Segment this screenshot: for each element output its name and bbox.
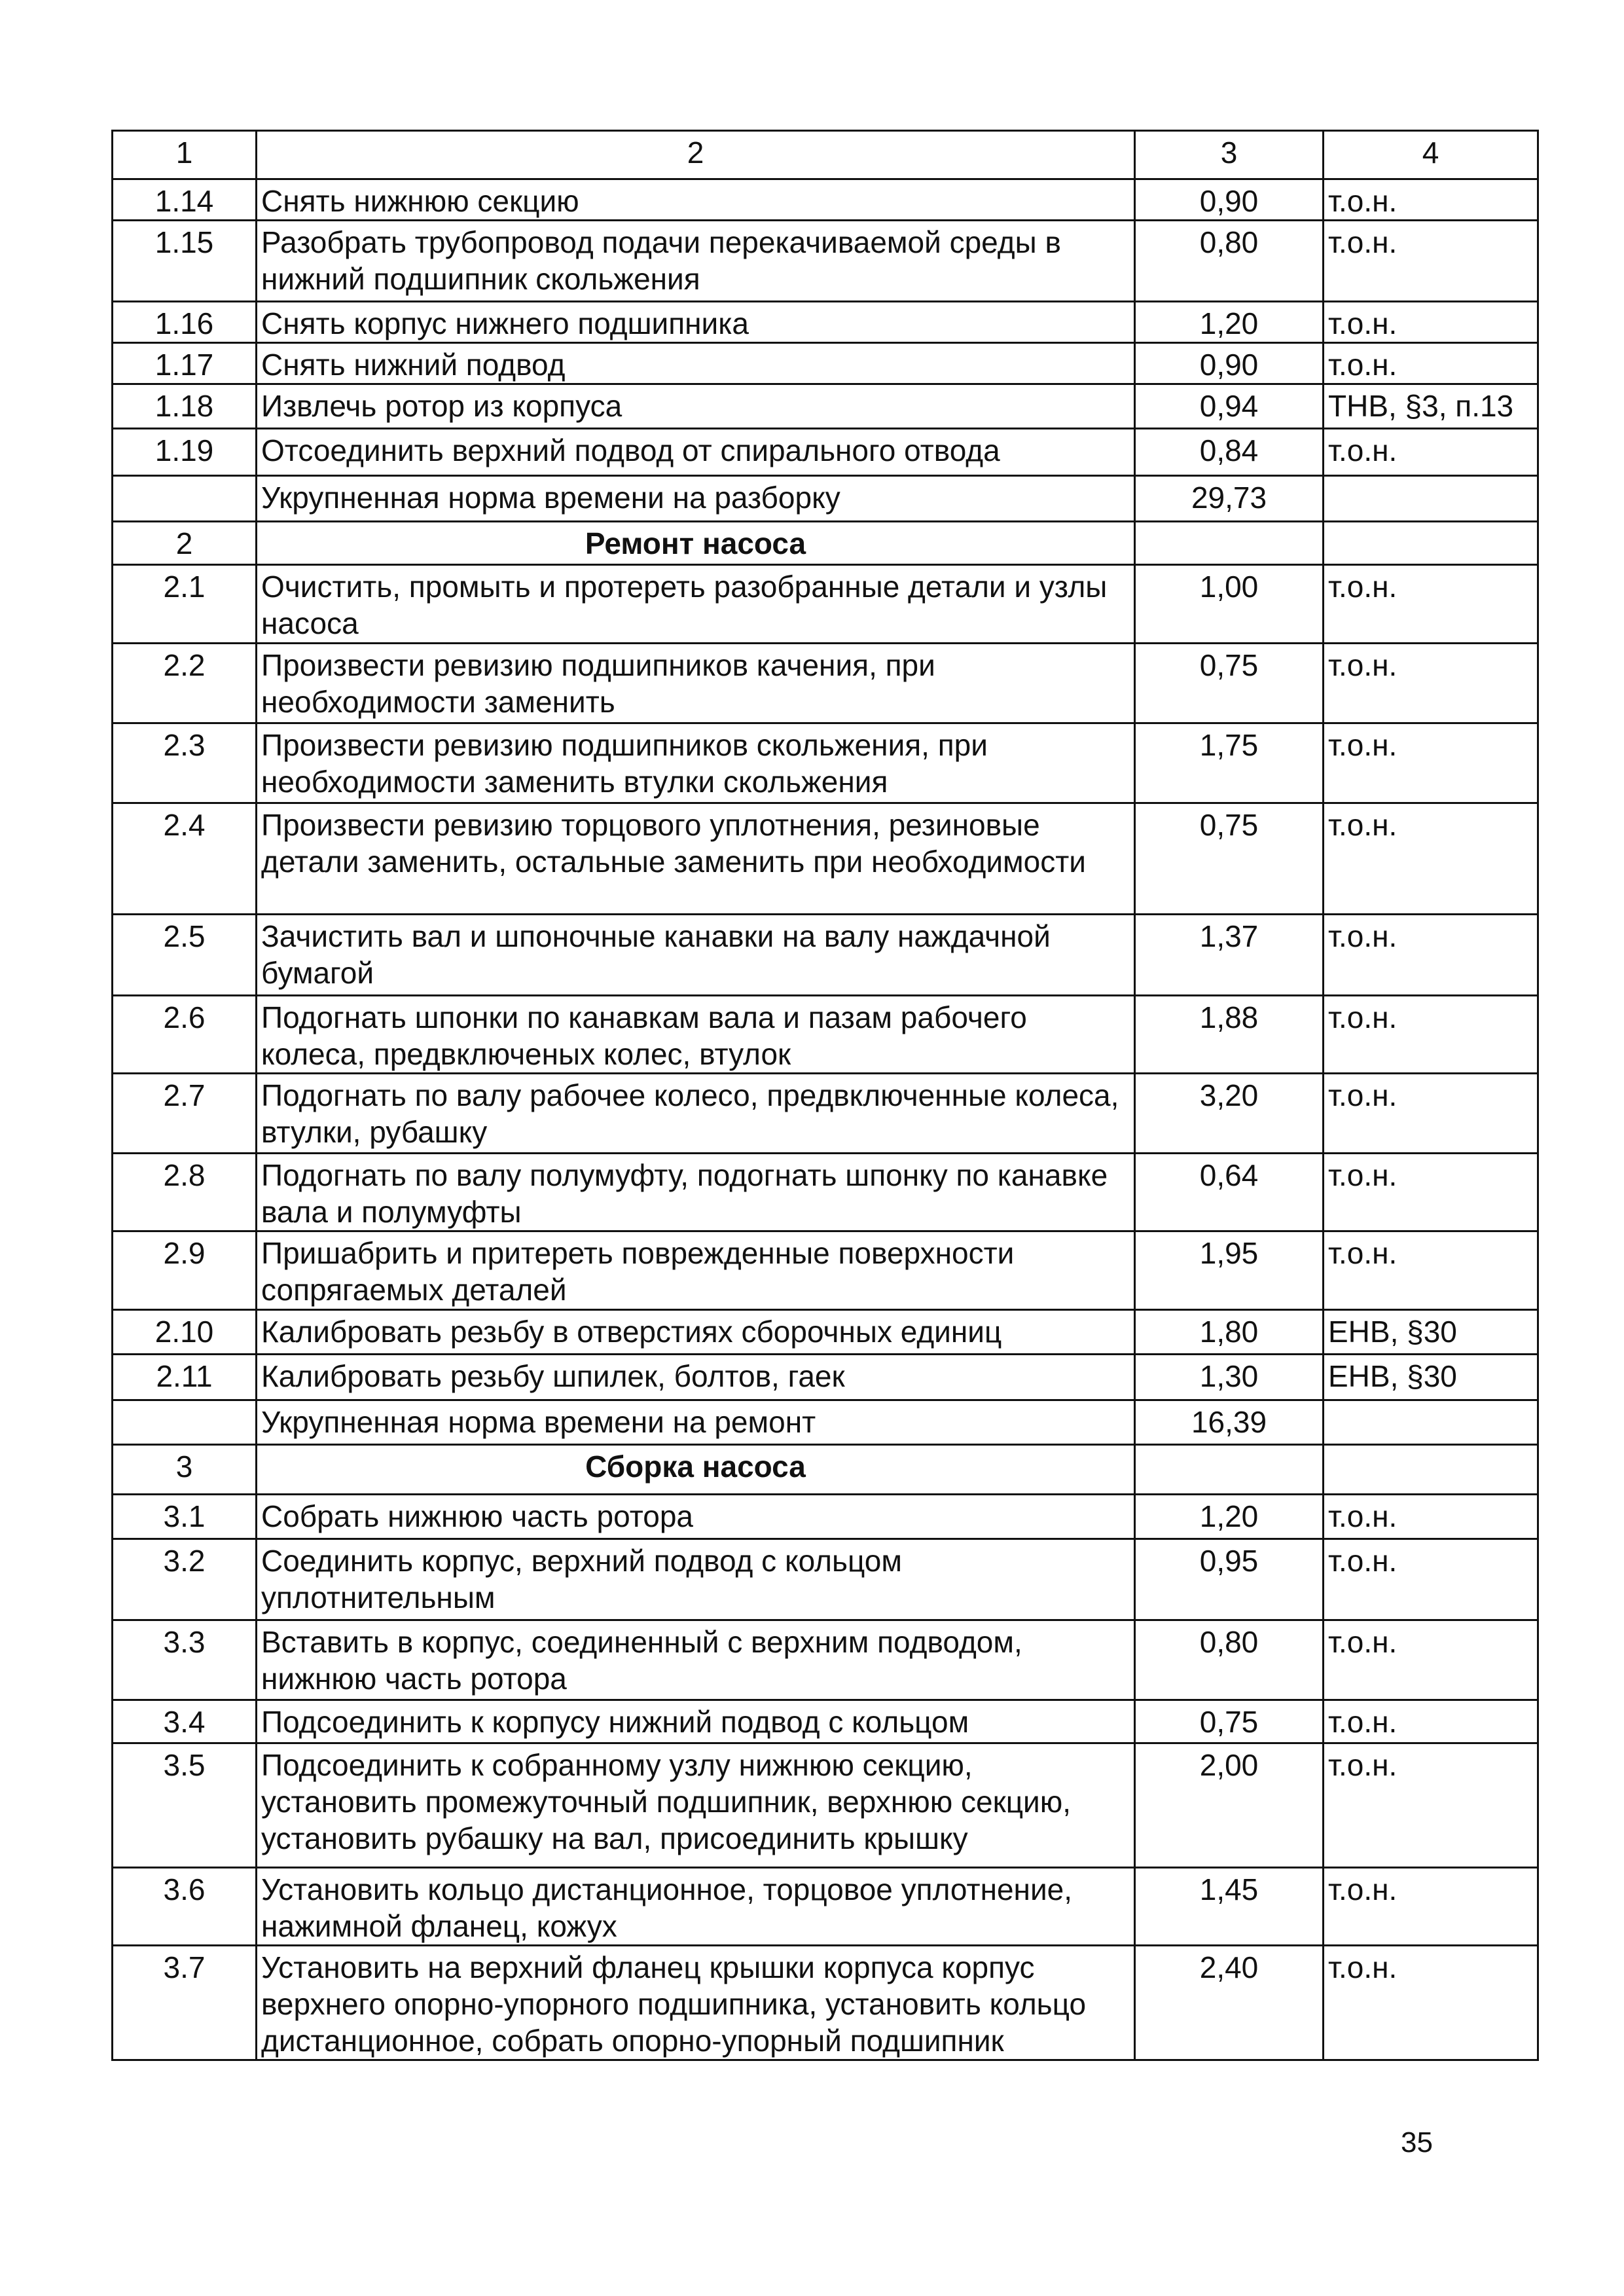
row-time-norm: 1,20 (1135, 1495, 1324, 1539)
row-description: Разобрать трубопровод подачи перекачиваемой среды в нижний подшипник скольжения (257, 221, 1135, 302)
row-number: 2.10 (113, 1310, 257, 1355)
row-reference: т.о.н. (1324, 221, 1538, 302)
row-time-norm: 1,30 (1135, 1355, 1324, 1400)
table-row (113, 996, 1538, 1074)
row-description: Соединить корпус, верхний подвод с кольцом уплотнительным (257, 1539, 1135, 1620)
row-description: Подогнать по валу полумуфту, подогнать шпонку по канавке вала и полумуфты (257, 1154, 1135, 1231)
row-description: Укрупненная норма времени на разборку (257, 476, 1135, 522)
row-description: Подогнать по валу рабочее колесо, предвключенные колеса, втулки, рубашку (257, 1074, 1135, 1154)
row-description: Произвести ревизию подшипников скольжения, при необходимости заменить втулки скольжения (257, 723, 1135, 803)
section-row (113, 522, 1538, 565)
row-description: Калибровать резьбу в отверстиях сборочных единиц (257, 1310, 1135, 1355)
row-reference: т.о.н. (1324, 1495, 1538, 1539)
row-number (113, 476, 257, 522)
row-description: Подсоединить к корпусу нижний подвод с кольцом (257, 1700, 1135, 1743)
row-reference: т.о.н. (1324, 429, 1538, 476)
row-description: Пришабрить и притереть поврежденные поверхности сопрягаемых деталей (257, 1231, 1135, 1310)
row-reference: т.о.н. (1324, 1743, 1538, 1868)
table-row (113, 1154, 1538, 1231)
row-description: Установить кольцо дистанционное, торцовое уплотнение, нажимной фланец, кожух (257, 1868, 1135, 1946)
row-time-norm: 1,20 (1135, 302, 1324, 343)
row-number: 2.8 (113, 1154, 257, 1231)
row-time-norm (1135, 522, 1324, 565)
row-number (113, 1400, 257, 1445)
row-time-norm: 0,80 (1135, 1620, 1324, 1700)
row-reference: ТНВ, §3, п.13 (1324, 384, 1538, 429)
row-description: Зачистить вал и шпоночные канавки на валу наждачной бумагой (257, 915, 1135, 996)
table-row (113, 1868, 1538, 1946)
row-number: 2.6 (113, 996, 257, 1074)
row-time-norm: 0,94 (1135, 384, 1324, 429)
row-reference: ЕНВ, §30 (1324, 1355, 1538, 1400)
row-description: Подогнать шпонки по канавкам вала и пазам рабочего колеса, предвключеных колес, втулок (257, 996, 1135, 1074)
row-description: Вставить в корпус, соединенный с верхним подводом, нижнюю часть ротора (257, 1620, 1135, 1700)
row-description: Отсоединить верхний подвод от спирального отвода (257, 429, 1135, 476)
row-number: 2.11 (113, 1355, 257, 1400)
header-col-2: 2 (257, 131, 1135, 179)
table-row (113, 1495, 1538, 1539)
header-col-3: 3 (1135, 131, 1324, 179)
row-time-norm: 0,90 (1135, 343, 1324, 384)
row-reference: т.о.н. (1324, 1074, 1538, 1154)
row-reference: т.о.н. (1324, 302, 1538, 343)
section-row (113, 1445, 1538, 1495)
row-time-norm: 29,73 (1135, 476, 1324, 522)
row-time-norm: 2,00 (1135, 1743, 1324, 1868)
row-number: 3.7 (113, 1946, 257, 2060)
table-row (113, 429, 1538, 476)
row-time-norm: 0,95 (1135, 1539, 1324, 1620)
row-description: Извлечь ротор из корпуса (257, 384, 1135, 429)
row-number: 3.3 (113, 1620, 257, 1700)
row-description: Укрупненная норма времени на ремонт (257, 1400, 1135, 1445)
total-row (113, 476, 1538, 522)
row-number: 2 (113, 522, 257, 565)
row-number: 1.16 (113, 302, 257, 343)
row-description: Произвести ревизию подшипников качения, при необходимости заменить (257, 644, 1135, 723)
row-number: 2.1 (113, 565, 257, 644)
row-reference: ЕНВ, §30 (1324, 1310, 1538, 1355)
row-reference (1324, 476, 1538, 522)
row-reference: т.о.н. (1324, 179, 1538, 221)
table-row (113, 565, 1538, 644)
row-reference (1324, 1445, 1538, 1495)
row-reference (1324, 1400, 1538, 1445)
row-reference: т.о.н. (1324, 644, 1538, 723)
row-reference: т.о.н. (1324, 1231, 1538, 1310)
row-reference: т.о.н. (1324, 996, 1538, 1074)
row-description: Снять нижний подвод (257, 343, 1135, 384)
row-time-norm: 0,64 (1135, 1154, 1324, 1231)
table-row (113, 803, 1538, 915)
row-time-norm: 1,45 (1135, 1868, 1324, 1946)
row-time-norm: 0,80 (1135, 221, 1324, 302)
row-number: 1.17 (113, 343, 257, 384)
row-time-norm: 1,80 (1135, 1310, 1324, 1355)
row-reference: т.о.н. (1324, 1620, 1538, 1700)
table-row (113, 1539, 1538, 1620)
table-row (113, 1231, 1538, 1310)
row-time-norm: 1,95 (1135, 1231, 1324, 1310)
row-time-norm (1135, 1445, 1324, 1495)
table-row (113, 723, 1538, 803)
row-number: 3.6 (113, 1868, 257, 1946)
row-description: Калибровать резьбу шпилек, болтов, гаек (257, 1355, 1135, 1400)
row-time-norm: 1,37 (1135, 915, 1324, 996)
section-title: Ремонт насоса (257, 522, 1135, 565)
row-reference: т.о.н. (1324, 915, 1538, 996)
row-number: 3.2 (113, 1539, 257, 1620)
row-description: Произвести ревизию торцового уплотнения, резиновые детали заменить, остальные заменить при необходимости (257, 803, 1135, 915)
row-number: 2.3 (113, 723, 257, 803)
section-title: Сборка насоса (257, 1445, 1135, 1495)
table-row (113, 343, 1538, 384)
row-number: 2.7 (113, 1074, 257, 1154)
table-row (113, 644, 1538, 723)
row-description: Подсоединить к собранному узлу нижнюю секцию, установить промежуточный подшипник, верхнюю секцию, установить рубашку на вал, присоединить крышку (257, 1743, 1135, 1868)
row-reference: т.о.н. (1324, 1868, 1538, 1946)
row-number: 2.4 (113, 803, 257, 915)
row-description: Установить на верхний фланец крышки корпуса корпус верхнего опорно-упорного подшипника, установить кольцо дистанционное, собрать опорно-упорный подшипник (257, 1946, 1135, 2060)
total-row (113, 1400, 1538, 1445)
table-row (113, 302, 1538, 343)
row-description: Снять корпус нижнего подшипника (257, 302, 1135, 343)
row-reference: т.о.н. (1324, 803, 1538, 915)
row-reference (1324, 522, 1538, 565)
row-time-norm: 1,75 (1135, 723, 1324, 803)
table-header-row (113, 131, 1538, 179)
table-row (113, 221, 1538, 302)
row-reference: т.о.н. (1324, 1946, 1538, 2060)
row-description: Очистить, промыть и протереть разобранные детали и узлы насоса (257, 565, 1135, 644)
row-description: Снять нижнюю секцию (257, 179, 1135, 221)
table-body (113, 179, 1538, 2060)
row-time-norm: 0,84 (1135, 429, 1324, 476)
row-time-norm: 0,75 (1135, 1700, 1324, 1743)
header-col-1: 1 (113, 131, 257, 179)
table-row (113, 915, 1538, 996)
row-reference: т.о.н. (1324, 1539, 1538, 1620)
row-time-norm: 1,88 (1135, 996, 1324, 1074)
row-time-norm: 0,75 (1135, 803, 1324, 915)
table-row (113, 179, 1538, 221)
row-description: Собрать нижнюю часть ротора (257, 1495, 1135, 1539)
time-norms-table (111, 130, 1539, 2061)
row-time-norm: 0,75 (1135, 644, 1324, 723)
table-row (113, 1946, 1538, 2060)
table-row (113, 1743, 1538, 1868)
row-time-norm: 3,20 (1135, 1074, 1324, 1154)
row-number: 1.14 (113, 179, 257, 221)
row-time-norm: 16,39 (1135, 1400, 1324, 1445)
row-number: 3 (113, 1445, 257, 1495)
table-row (113, 1074, 1538, 1154)
table-row (113, 1310, 1538, 1355)
page-number: 35 (1401, 2126, 1433, 2159)
row-time-norm: 1,00 (1135, 565, 1324, 644)
row-reference: т.о.н. (1324, 1154, 1538, 1231)
table-row (113, 1355, 1538, 1400)
row-number: 3.4 (113, 1700, 257, 1743)
row-number: 3.5 (113, 1743, 257, 1868)
row-time-norm: 2,40 (1135, 1946, 1324, 2060)
table-row (113, 1620, 1538, 1700)
row-number: 1.15 (113, 221, 257, 302)
row-time-norm: 0,90 (1135, 179, 1324, 221)
row-number: 2.9 (113, 1231, 257, 1310)
row-number: 3.1 (113, 1495, 257, 1539)
table-row (113, 1700, 1538, 1743)
row-number: 1.18 (113, 384, 257, 429)
row-reference: т.о.н. (1324, 565, 1538, 644)
row-reference: т.о.н. (1324, 343, 1538, 384)
row-number: 2.5 (113, 915, 257, 996)
row-number: 2.2 (113, 644, 257, 723)
row-reference: т.о.н. (1324, 1700, 1538, 1743)
row-reference: т.о.н. (1324, 723, 1538, 803)
header-col-4: 4 (1324, 131, 1538, 179)
table-row (113, 384, 1538, 429)
row-number: 1.19 (113, 429, 257, 476)
